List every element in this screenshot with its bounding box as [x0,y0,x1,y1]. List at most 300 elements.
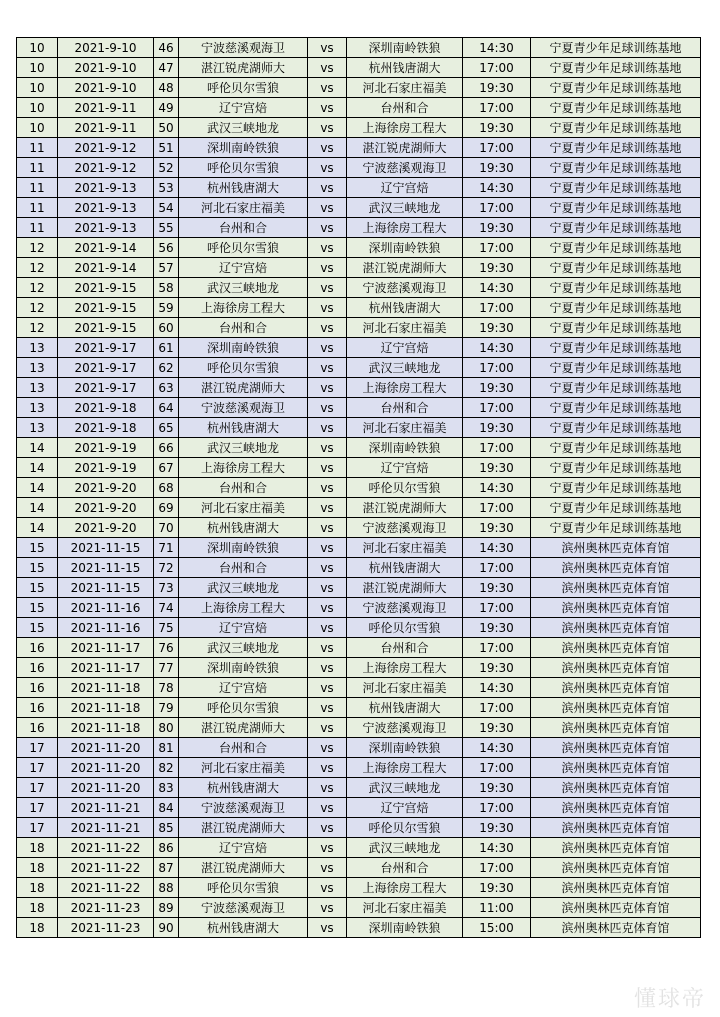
cell-date: 2021-9-14 [58,258,154,278]
cell-home: 湛江锐虎湖师大 [179,718,308,738]
cell-venue: 宁夏青少年足球训练基地 [531,118,701,138]
cell-venue: 滨州奥林匹克体育馆 [531,538,701,558]
cell-date: 2021-11-20 [58,738,154,758]
cell-home: 呼伦贝尔雪狼 [179,358,308,378]
cell-venue: 滨州奥林匹克体育馆 [531,638,701,658]
cell-match-no: 77 [154,658,179,678]
cell-round: 10 [17,58,58,78]
cell-date: 2021-9-12 [58,158,154,178]
cell-away: 河北石家庄福美 [347,538,463,558]
cell-vs: vs [308,838,347,858]
cell-date: 2021-11-18 [58,718,154,738]
cell-time: 14:30 [463,178,531,198]
cell-away: 湛江锐虎湖师大 [347,138,463,158]
cell-home: 呼伦贝尔雪狼 [179,158,308,178]
cell-vs: vs [308,158,347,178]
cell-round: 10 [17,98,58,118]
cell-date: 2021-11-21 [58,818,154,838]
cell-date: 2021-9-15 [58,278,154,298]
cell-away: 湛江锐虎湖师大 [347,578,463,598]
cell-round: 16 [17,638,58,658]
cell-match-no: 61 [154,338,179,358]
cell-vs: vs [308,438,347,458]
cell-date: 2021-9-13 [58,198,154,218]
cell-home: 辽宁宫焙 [179,98,308,118]
cell-home: 湛江锐虎湖师大 [179,58,308,78]
cell-away: 杭州钱唐湖大 [347,698,463,718]
cell-date: 2021-11-21 [58,798,154,818]
cell-round: 12 [17,318,58,338]
cell-time: 17:00 [463,398,531,418]
cell-round: 18 [17,858,58,878]
cell-match-no: 53 [154,178,179,198]
cell-round: 17 [17,738,58,758]
cell-away: 宁波慈溪观海卫 [347,598,463,618]
cell-venue: 滨州奥林匹克体育馆 [531,758,701,778]
cell-home: 呼伦贝尔雪狼 [179,78,308,98]
cell-date: 2021-11-16 [58,598,154,618]
cell-home: 呼伦贝尔雪狼 [179,878,308,898]
cell-venue: 滨州奥林匹克体育馆 [531,698,701,718]
table-row [17,718,701,738]
cell-home: 河北石家庄福美 [179,198,308,218]
cell-home: 湛江锐虎湖师大 [179,818,308,838]
cell-match-no: 57 [154,258,179,278]
cell-round: 13 [17,398,58,418]
cell-date: 2021-11-15 [58,558,154,578]
cell-round: 16 [17,678,58,698]
cell-match-no: 58 [154,278,179,298]
cell-vs: vs [308,658,347,678]
cell-venue: 滨州奥林匹克体育馆 [531,878,701,898]
cell-match-no: 55 [154,218,179,238]
cell-round: 13 [17,418,58,438]
cell-vs: vs [308,898,347,918]
cell-venue: 滨州奥林匹克体育馆 [531,898,701,918]
table-row [17,178,701,198]
cell-vs: vs [308,218,347,238]
cell-home: 深圳南岭铁狼 [179,658,308,678]
cell-away: 台州和合 [347,638,463,658]
cell-away: 上海徐房工程大 [347,758,463,778]
cell-away: 湛江锐虎湖师大 [347,498,463,518]
table-row [17,858,701,878]
cell-match-no: 73 [154,578,179,598]
cell-time: 17:00 [463,558,531,578]
cell-away: 呼伦贝尔雪狼 [347,618,463,638]
cell-time: 17:00 [463,638,531,658]
cell-date: 2021-9-18 [58,418,154,438]
table-row [17,898,701,918]
cell-match-no: 46 [154,38,179,58]
cell-venue: 滨州奥林匹克体育馆 [531,718,701,738]
table-row [17,138,701,158]
cell-vs: vs [308,498,347,518]
cell-round: 12 [17,278,58,298]
cell-time: 14:30 [463,38,531,58]
cell-venue: 宁夏青少年足球训练基地 [531,98,701,118]
cell-away: 台州和合 [347,98,463,118]
table-row [17,778,701,798]
cell-match-no: 84 [154,798,179,818]
cell-away: 上海徐房工程大 [347,118,463,138]
table-row [17,878,701,898]
cell-home: 台州和合 [179,558,308,578]
table-row [17,618,701,638]
table-row [17,698,701,718]
cell-time: 17:00 [463,598,531,618]
cell-round: 14 [17,438,58,458]
cell-home: 台州和合 [179,218,308,238]
cell-time: 19:30 [463,158,531,178]
cell-time: 17:00 [463,58,531,78]
cell-away: 河北石家庄福美 [347,678,463,698]
cell-venue: 宁夏青少年足球训练基地 [531,378,701,398]
cell-date: 2021-9-12 [58,138,154,158]
cell-match-no: 49 [154,98,179,118]
table-row [17,278,701,298]
cell-away: 杭州钱唐湖大 [347,58,463,78]
table-row [17,418,701,438]
cell-vs: vs [308,758,347,778]
table-row [17,358,701,378]
cell-vs: vs [308,718,347,738]
cell-home: 呼伦贝尔雪狼 [179,238,308,258]
cell-match-no: 64 [154,398,179,418]
cell-venue: 宁夏青少年足球训练基地 [531,238,701,258]
table-row [17,198,701,218]
cell-round: 10 [17,78,58,98]
cell-away: 深圳南岭铁狼 [347,918,463,938]
table-row [17,758,701,778]
cell-match-no: 52 [154,158,179,178]
table-row [17,238,701,258]
cell-round: 13 [17,358,58,378]
cell-date: 2021-9-17 [58,338,154,358]
cell-venue: 宁夏青少年足球训练基地 [531,38,701,58]
cell-vs: vs [308,798,347,818]
cell-vs: vs [308,638,347,658]
cell-match-no: 88 [154,878,179,898]
cell-vs: vs [308,518,347,538]
cell-date: 2021-9-20 [58,518,154,538]
cell-away: 武汉三峡地龙 [347,198,463,218]
cell-time: 14:30 [463,678,531,698]
cell-date: 2021-9-19 [58,458,154,478]
cell-match-no: 48 [154,78,179,98]
cell-venue: 滨州奥林匹克体育馆 [531,558,701,578]
cell-away: 河北石家庄福美 [347,318,463,338]
cell-round: 14 [17,498,58,518]
cell-date: 2021-9-17 [58,358,154,378]
schedule-body [17,38,701,938]
cell-round: 12 [17,238,58,258]
table-row [17,78,701,98]
cell-vs: vs [308,278,347,298]
cell-venue: 滨州奥林匹克体育馆 [531,598,701,618]
cell-time: 17:00 [463,498,531,518]
cell-vs: vs [308,578,347,598]
cell-vs: vs [308,118,347,138]
cell-time: 17:00 [463,138,531,158]
cell-date: 2021-11-16 [58,618,154,638]
cell-venue: 宁夏青少年足球训练基地 [531,78,701,98]
cell-home: 呼伦贝尔雪狼 [179,698,308,718]
cell-vs: vs [308,598,347,618]
cell-date: 2021-9-10 [58,58,154,78]
cell-home: 河北石家庄福美 [179,498,308,518]
cell-home: 武汉三峡地龙 [179,438,308,458]
cell-away: 河北石家庄福美 [347,78,463,98]
table-row [17,438,701,458]
cell-time: 14:30 [463,738,531,758]
cell-time: 17:00 [463,758,531,778]
cell-round: 18 [17,898,58,918]
cell-round: 11 [17,138,58,158]
cell-vs: vs [308,858,347,878]
cell-home: 武汉三峡地龙 [179,118,308,138]
cell-date: 2021-11-18 [58,698,154,718]
cell-away: 深圳南岭铁狼 [347,238,463,258]
cell-vs: vs [308,258,347,278]
cell-home: 深圳南岭铁狼 [179,338,308,358]
cell-home: 辽宁宫焙 [179,618,308,638]
cell-away: 杭州钱唐湖大 [347,558,463,578]
cell-vs: vs [308,618,347,638]
cell-match-no: 66 [154,438,179,458]
cell-vs: vs [308,338,347,358]
cell-vs: vs [308,38,347,58]
cell-vs: vs [308,538,347,558]
cell-date: 2021-11-22 [58,858,154,878]
cell-match-no: 85 [154,818,179,838]
cell-time: 19:30 [463,718,531,738]
cell-match-no: 79 [154,698,179,718]
cell-date: 2021-11-17 [58,638,154,658]
table-row [17,98,701,118]
cell-time: 19:30 [463,518,531,538]
cell-home: 宁波慈溪观海卫 [179,38,308,58]
match-schedule-table [16,37,701,938]
cell-vs: vs [308,918,347,938]
cell-home: 宁波慈溪观海卫 [179,798,308,818]
cell-date: 2021-9-13 [58,178,154,198]
cell-home: 深圳南岭铁狼 [179,138,308,158]
cell-round: 11 [17,218,58,238]
cell-match-no: 62 [154,358,179,378]
cell-away: 宁波慈溪观海卫 [347,158,463,178]
cell-venue: 滨州奥林匹克体育馆 [531,678,701,698]
cell-round: 14 [17,478,58,498]
cell-time: 17:00 [463,698,531,718]
cell-round: 15 [17,598,58,618]
cell-date: 2021-9-13 [58,218,154,238]
cell-vs: vs [308,138,347,158]
cell-away: 台州和合 [347,398,463,418]
cell-home: 宁波慈溪观海卫 [179,898,308,918]
cell-home: 台州和合 [179,738,308,758]
cell-round: 11 [17,158,58,178]
cell-round: 18 [17,838,58,858]
cell-time: 19:30 [463,378,531,398]
cell-home: 辽宁宫焙 [179,258,308,278]
cell-match-no: 82 [154,758,179,778]
cell-round: 15 [17,538,58,558]
cell-time: 15:00 [463,918,531,938]
cell-vs: vs [308,98,347,118]
cell-round: 12 [17,298,58,318]
table-row [17,458,701,478]
cell-time: 19:30 [463,218,531,238]
cell-time: 14:30 [463,478,531,498]
cell-vs: vs [308,378,347,398]
cell-date: 2021-9-14 [58,238,154,258]
cell-match-no: 59 [154,298,179,318]
cell-round: 15 [17,578,58,598]
cell-date: 2021-9-10 [58,38,154,58]
cell-date: 2021-9-15 [58,318,154,338]
cell-venue: 滨州奥林匹克体育馆 [531,658,701,678]
cell-time: 19:30 [463,258,531,278]
cell-away: 宁波慈溪观海卫 [347,278,463,298]
cell-date: 2021-9-20 [58,498,154,518]
table-row [17,598,701,618]
cell-match-no: 65 [154,418,179,438]
cell-time: 19:30 [463,78,531,98]
cell-date: 2021-11-17 [58,658,154,678]
cell-venue: 滨州奥林匹克体育馆 [531,778,701,798]
cell-home: 杭州钱唐湖大 [179,918,308,938]
cell-home: 宁波慈溪观海卫 [179,398,308,418]
cell-round: 17 [17,818,58,838]
cell-away: 武汉三峡地龙 [347,838,463,858]
cell-vs: vs [308,78,347,98]
cell-time: 17:00 [463,358,531,378]
cell-venue: 宁夏青少年足球训练基地 [531,218,701,238]
cell-round: 17 [17,758,58,778]
cell-vs: vs [308,458,347,478]
table-row [17,818,701,838]
cell-match-no: 78 [154,678,179,698]
cell-time: 17:00 [463,438,531,458]
cell-venue: 滨州奥林匹克体育馆 [531,838,701,858]
cell-match-no: 68 [154,478,179,498]
cell-match-no: 63 [154,378,179,398]
cell-date: 2021-11-20 [58,778,154,798]
cell-venue: 宁夏青少年足球训练基地 [531,198,701,218]
cell-away: 上海徐房工程大 [347,218,463,238]
cell-date: 2021-9-15 [58,298,154,318]
cell-vs: vs [308,878,347,898]
cell-vs: vs [308,478,347,498]
cell-time: 17:00 [463,298,531,318]
cell-home: 湛江锐虎湖师大 [179,858,308,878]
table-row [17,738,701,758]
cell-away: 深圳南岭铁狼 [347,438,463,458]
cell-vs: vs [308,398,347,418]
cell-home: 上海徐房工程大 [179,458,308,478]
cell-vs: vs [308,558,347,578]
cell-venue: 滨州奥林匹克体育馆 [531,818,701,838]
cell-date: 2021-9-17 [58,378,154,398]
cell-home: 湛江锐虎湖师大 [179,378,308,398]
cell-round: 15 [17,558,58,578]
cell-round: 14 [17,518,58,538]
cell-round: 16 [17,698,58,718]
table-row [17,538,701,558]
cell-venue: 宁夏青少年足球训练基地 [531,138,701,158]
table-row [17,218,701,238]
cell-away: 辽宁宫焙 [347,798,463,818]
cell-venue: 滨州奥林匹克体育馆 [531,858,701,878]
table-row [17,498,701,518]
cell-venue: 宁夏青少年足球训练基地 [531,278,701,298]
cell-date: 2021-11-22 [58,878,154,898]
cell-vs: vs [308,418,347,438]
cell-home: 台州和合 [179,478,308,498]
cell-venue: 宁夏青少年足球训练基地 [531,178,701,198]
cell-time: 19:30 [463,618,531,638]
cell-home: 杭州钱唐湖大 [179,178,308,198]
table-row [17,578,701,598]
cell-venue: 滨州奥林匹克体育馆 [531,738,701,758]
cell-match-no: 72 [154,558,179,578]
table-row [17,158,701,178]
cell-away: 上海徐房工程大 [347,378,463,398]
table-row [17,38,701,58]
cell-date: 2021-11-22 [58,838,154,858]
cell-round: 10 [17,38,58,58]
cell-venue: 宁夏青少年足球训练基地 [531,58,701,78]
table-row [17,118,701,138]
table-row [17,678,701,698]
cell-match-no: 56 [154,238,179,258]
table-row [17,58,701,78]
cell-time: 19:30 [463,778,531,798]
cell-match-no: 74 [154,598,179,618]
cell-venue: 宁夏青少年足球训练基地 [531,418,701,438]
cell-time: 14:30 [463,338,531,358]
cell-home: 杭州钱唐湖大 [179,778,308,798]
cell-venue: 宁夏青少年足球训练基地 [531,358,701,378]
cell-venue: 宁夏青少年足球训练基地 [531,338,701,358]
cell-home: 杭州钱唐湖大 [179,418,308,438]
cell-round: 17 [17,778,58,798]
cell-home: 武汉三峡地龙 [179,278,308,298]
cell-time: 19:30 [463,658,531,678]
cell-round: 13 [17,378,58,398]
cell-round: 11 [17,178,58,198]
cell-date: 2021-11-23 [58,918,154,938]
cell-vs: vs [308,58,347,78]
cell-away: 上海徐房工程大 [347,658,463,678]
cell-venue: 滨州奥林匹克体育馆 [531,798,701,818]
cell-round: 18 [17,918,58,938]
cell-round: 12 [17,258,58,278]
table-row [17,398,701,418]
cell-away: 宁波慈溪观海卫 [347,518,463,538]
cell-date: 2021-9-18 [58,398,154,418]
cell-vs: vs [308,238,347,258]
watermark-logo: 懂球帝 [633,987,706,1012]
cell-away: 杭州钱唐湖大 [347,298,463,318]
table-row [17,518,701,538]
table-row [17,478,701,498]
cell-time: 17:00 [463,98,531,118]
cell-venue: 宁夏青少年足球训练基地 [531,158,701,178]
cell-time: 19:30 [463,578,531,598]
cell-vs: vs [308,318,347,338]
